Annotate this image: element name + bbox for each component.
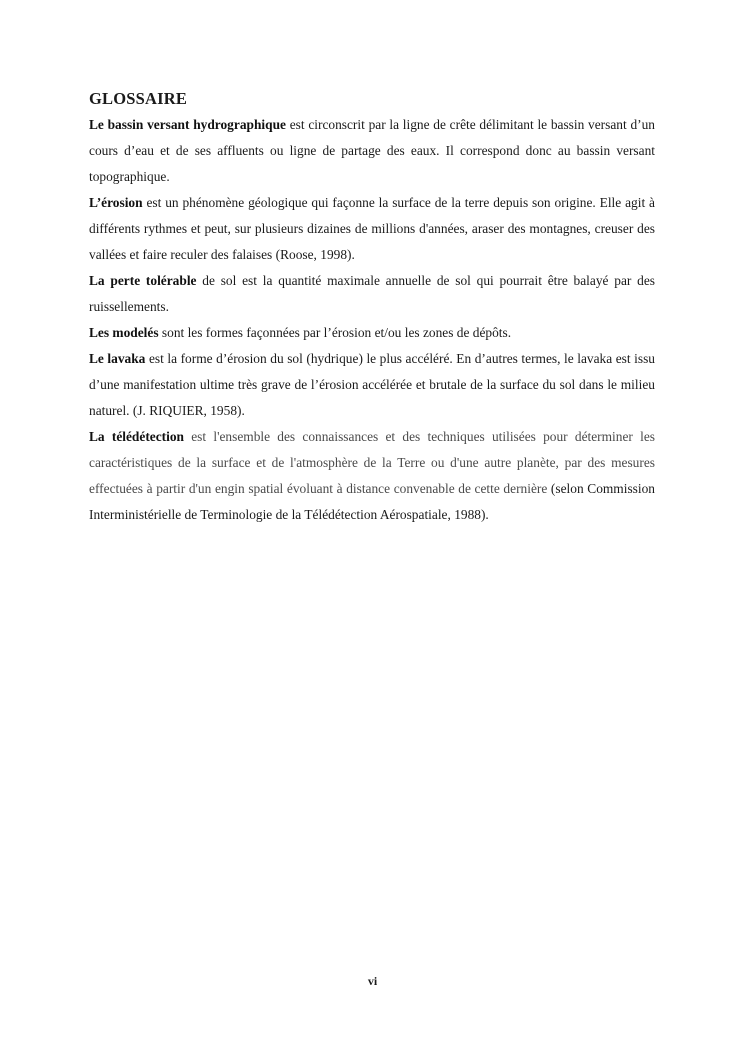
glossary-term: La perte tolérable (89, 273, 197, 288)
glossary-definition: sont les formes façonnées par l’érosion et/ou les zones de dépôts. (158, 325, 512, 340)
glossary-definition: est l'ensemble des connaissances et des techniques utilisées pour déterminer les caractéristiques de la surface et de l'atmosphère de la Terre ou d'une autre planète, par des mesures effectuées à partir d'un engin spatial évoluant à distance convenable de cette dernière (89, 429, 655, 496)
page-title: GLOSSAIRE (89, 89, 188, 108)
glossary-definition: est circonscrit par la ligne de crête délimitant le bassin versant d’un cours d’eau et de ses affluents ou ligne de partage des eaux. Il correspond donc au bassin versant topographique. (89, 117, 655, 184)
glossary-term: La télédétection (89, 429, 184, 444)
glossary-term: L’érosion (89, 195, 143, 210)
glossary-entry-erosion (89, 190, 655, 268)
glossary-term: Le lavaka (89, 351, 146, 366)
glossary-term: Les modelés (89, 325, 159, 340)
glossary-entry-modeles (89, 320, 655, 346)
glossary-definition-citation: (selon Commission Interministérielle de Terminologie de la Télédétection Aérospatiale, 1988). (89, 481, 655, 522)
glossary-definition: est un phénomène géologique qui façonne la surface de la terre depuis son origine. Elle agit à différents rythmes et peut, sur plusieurs dizaines de millions d'années, araser des montagnes, creuser des vallées et faire reculer des falaises (Roose, 1998). (89, 195, 655, 262)
glossary-term: Le bassin versant hydrographique (89, 117, 286, 132)
glossary-entry-perte-tolerable (89, 268, 655, 320)
glossary-entry-teledetection (89, 424, 655, 528)
glossary-definition: est la forme d’érosion du sol (hydrique) le plus accéléré. En d’autres termes, le lavaka est issu d’une manifestation ultime très grave de l’érosion accélérée et brutale de la surface du sol dans le milieu naturel. (J. RIQUIER, 1958). (89, 351, 655, 418)
page-number: vi (367, 974, 378, 988)
document-page (89, 88, 655, 528)
glossary-entry-bassin-versant (89, 112, 655, 190)
glossary-entry-lavaka (89, 346, 655, 424)
glossary-definition: de sol est la quantité maximale annuelle de sol qui pourrait être balayé par des ruissellements. (89, 273, 655, 314)
